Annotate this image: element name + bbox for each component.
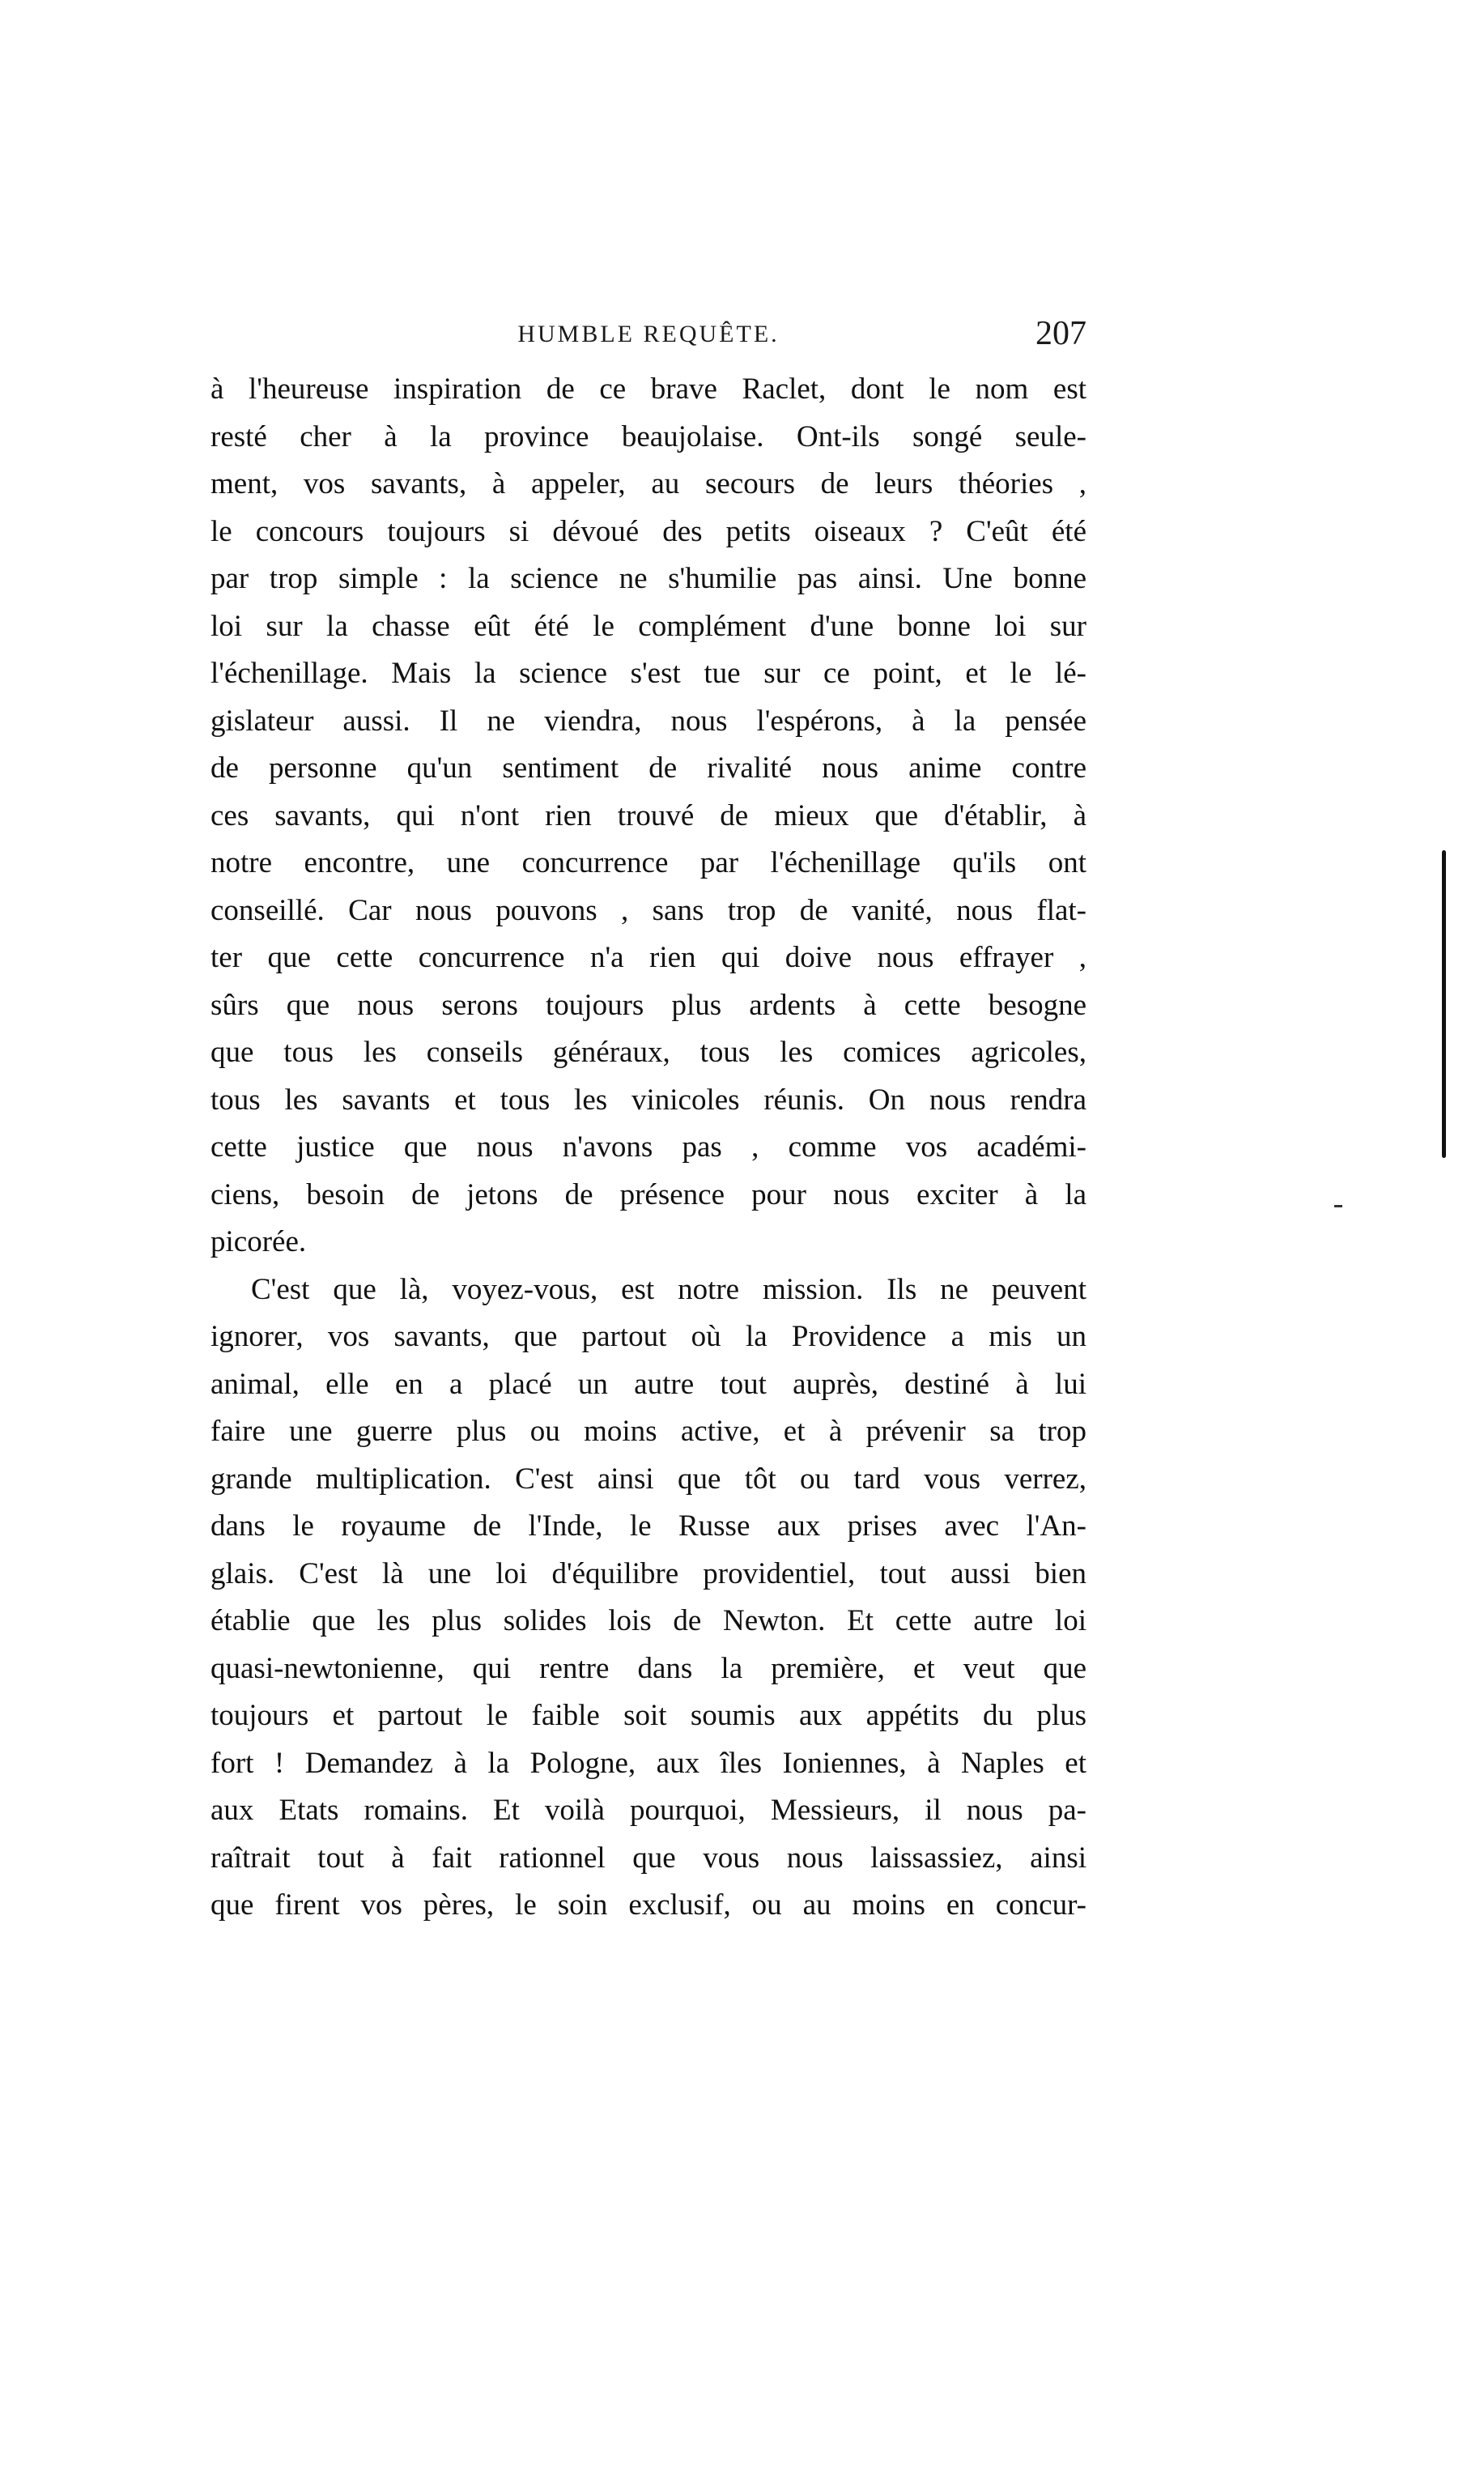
text-line: conseillé. Car nous pouvons , sans trop de vanité, nous flat- bbox=[210, 893, 1086, 927]
text-line: gislateur aussi. Il ne viendra, nous l'espérons, à la pensée bbox=[210, 704, 1086, 738]
text-line: quasi-newtonienne, qui rentre dans la première, et veut que bbox=[210, 1651, 1086, 1685]
running-title: HUMBLE REQUÊTE. bbox=[517, 321, 780, 347]
text-line: ignorer, vos savants, que partout où la Providence a mis un bbox=[210, 1320, 1086, 1353]
text-line: aux Etats romains. Et voilà pourquoi, Messieurs, il nous pa- bbox=[210, 1794, 1086, 1827]
text-line: par trop simple : la science ne s'humilie pas ainsi. Une bonne bbox=[210, 562, 1086, 595]
text-line: établie que les plus solides lois de Newton. Et cette autre loi bbox=[210, 1604, 1086, 1637]
text-line: dans le royaume de l'Inde, le Russe aux prises avec l'An- bbox=[210, 1509, 1086, 1543]
text-line: animal, elle en a placé un autre tout auprès, destiné à lui bbox=[210, 1367, 1086, 1401]
text-line: ment, vos savants, à appeler, au secours de leurs théories , bbox=[210, 467, 1086, 500]
text-line: loi sur la chasse eût été le complément d'une bonne loi sur bbox=[210, 609, 1086, 643]
text-line: ter que cette concurrence n'a rien qui doive nous effrayer , bbox=[210, 941, 1086, 974]
text-line: ciens, besoin de jetons de présence pour nous exciter à la bbox=[210, 1177, 1086, 1211]
text-line: fort ! Demandez à la Pologne, aux îles Ioniennes, à Naples et bbox=[210, 1746, 1086, 1780]
text-line: notre encontre, une concurrence par l'échenillage qu'ils ont bbox=[210, 846, 1086, 879]
body-text bbox=[210, 366, 1086, 1930]
text-line: raîtrait tout à fait rationnel que vous nous laissassiez, ainsi bbox=[210, 1841, 1086, 1875]
text-line: que firent vos pères, le soin exclusif, ou au moins en concur- bbox=[210, 1888, 1086, 1922]
text-line: glais. C'est là une loi d'équilibre providentiel, tout aussi bien bbox=[210, 1556, 1086, 1590]
running-head bbox=[210, 314, 1086, 363]
text-line: de personne qu'un sentiment de rivalité nous anime contre bbox=[210, 751, 1086, 785]
text-line: grande multiplication. C'est ainsi que tôt ou tard vous verrez, bbox=[210, 1462, 1086, 1496]
stray-mark bbox=[1334, 1205, 1342, 1207]
text-line: cette justice que nous n'avons pas , comme vos académi- bbox=[210, 1130, 1086, 1164]
text-line: à l'heureuse inspiration de ce brave Raclet, dont le nom est bbox=[210, 372, 1086, 406]
text-line: ces savants, qui n'ont rien trouvé de mieux que d'établir, à bbox=[210, 798, 1086, 832]
text-line: picorée. bbox=[210, 1225, 307, 1258]
margin-rule-mark bbox=[1442, 850, 1446, 1158]
text-line: resté cher à la province beaujolaise. Ont-ils songé seule- bbox=[210, 419, 1086, 453]
text-line: le concours toujours si dévoué des petits oiseaux ? C'eût été bbox=[210, 514, 1086, 548]
page-number: 207 bbox=[1035, 315, 1086, 352]
text-line: que tous les conseils généraux, tous les comices agricoles, bbox=[210, 1036, 1086, 1069]
text-line bbox=[210, 1266, 1086, 1314]
text-line: l'échenillage. Mais la science s'est tue sur ce point, et le lé- bbox=[210, 657, 1086, 690]
paragraph-first-line: C'est que là, voyez-vous, est notre mission. Ils ne peuvent bbox=[251, 1272, 1086, 1306]
text-line: sûrs que nous serons toujours plus ardents à cette besogne bbox=[210, 988, 1086, 1022]
text-line: toujours et partout le faible soit soumis aux appétits du plus bbox=[210, 1699, 1086, 1732]
text-line: faire une guerre plus ou moins active, et à prévenir sa trop bbox=[210, 1415, 1086, 1448]
text-line: tous les savants et tous les vinicoles réunis. On nous rendra bbox=[210, 1083, 1086, 1117]
